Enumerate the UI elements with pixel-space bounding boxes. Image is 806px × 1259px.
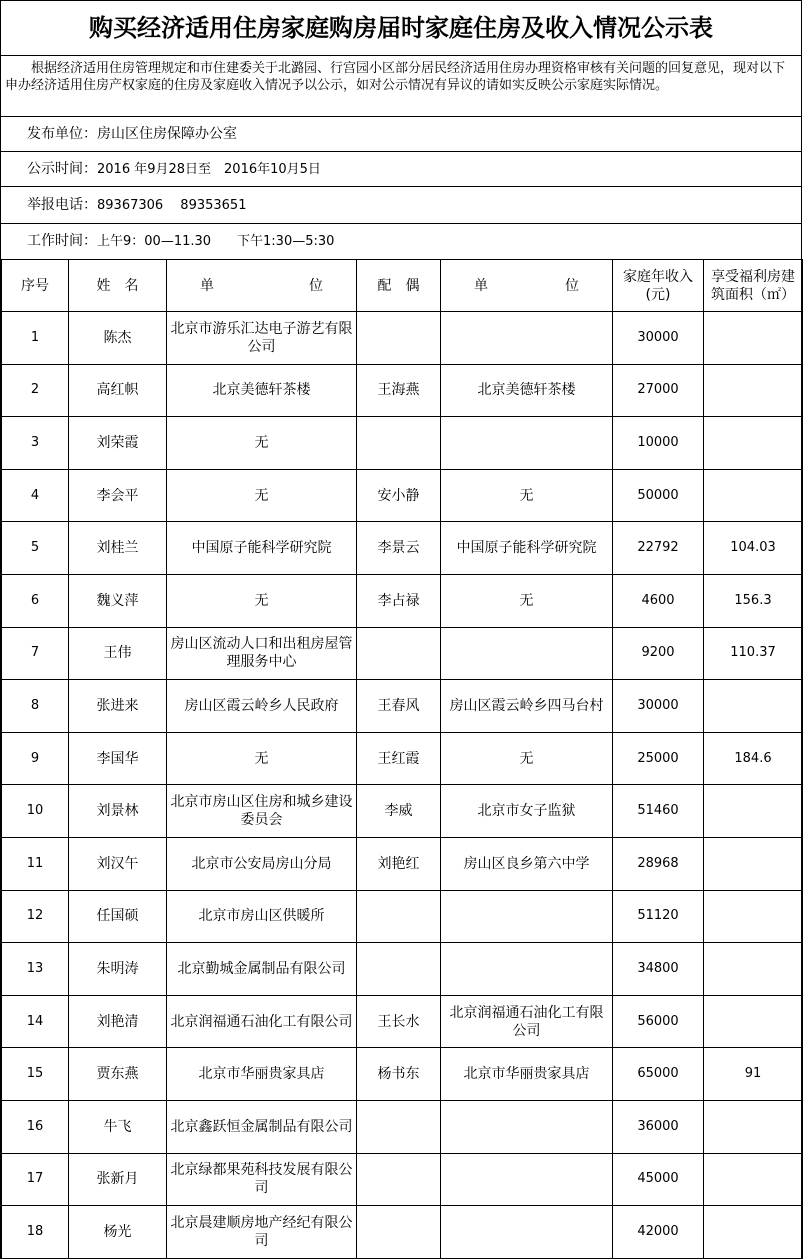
row-income: 51120: [613, 890, 704, 943]
row-area: [704, 312, 803, 365]
row-income: 9200: [613, 627, 704, 680]
row-unit: 房山区流动人口和出租房屋管理服务中心: [167, 627, 357, 680]
table-row: [2, 522, 803, 575]
row-name: 张进来: [69, 680, 167, 733]
row-unit: 无: [167, 417, 357, 470]
row-spouse-unit: [441, 890, 613, 943]
row-income: 10000: [613, 417, 704, 470]
row-name: 魏义萍: [69, 574, 167, 627]
row-index: 4: [2, 469, 69, 522]
col-header-spouse: 配 偶: [357, 260, 441, 312]
row-spouse: 李景云: [357, 522, 441, 575]
row-spouse-unit: 无: [441, 732, 613, 785]
row-unit: 北京鑫跃恒金属制品有限公司: [167, 1100, 357, 1153]
row-income: 50000: [613, 469, 704, 522]
row-index: 1: [2, 312, 69, 365]
row-index: 8: [2, 680, 69, 733]
row-spouse-unit: 房山区良乡第六中学: [441, 837, 613, 890]
table-row: [2, 312, 803, 365]
row-spouse: 王长水: [357, 995, 441, 1048]
table-row: [2, 1048, 803, 1101]
row-income: 56000: [613, 995, 704, 1048]
row-spouse-unit: 北京市女子监狱: [441, 785, 613, 838]
row-name: 刘荣霞: [69, 417, 167, 470]
hours-value: 上午9：00—11.30 下午1:30—5:30: [97, 234, 335, 249]
row-unit: 北京市游乐汇达电子游艺有限公司: [167, 312, 357, 365]
row-name: 王伟: [69, 627, 167, 680]
row-income: 45000: [613, 1153, 704, 1206]
table-row: [2, 680, 803, 733]
row-index: 10: [2, 785, 69, 838]
row-spouse-unit: 北京美德轩茶楼: [441, 364, 613, 417]
row-spouse: [357, 1153, 441, 1206]
table-row: [2, 943, 803, 996]
row-index: 7: [2, 627, 69, 680]
table-row: [2, 469, 803, 522]
row-name: 高红帜: [69, 364, 167, 417]
row-income: 65000: [613, 1048, 704, 1101]
table-row: [2, 627, 803, 680]
row-spouse: 刘艳红: [357, 837, 441, 890]
row-spouse-unit: [441, 627, 613, 680]
row-spouse-unit: 北京市华丽贵家具店: [441, 1048, 613, 1101]
row-name: 李会平: [69, 469, 167, 522]
row-name: 任国硕: [69, 890, 167, 943]
row-area: [704, 364, 803, 417]
phone-value: 89367306 89353651: [97, 198, 247, 213]
row-income: 34800: [613, 943, 704, 996]
row-index: 3: [2, 417, 69, 470]
row-area: 110.37: [704, 627, 803, 680]
row-income: 28968: [613, 837, 704, 890]
period-row: [1, 152, 801, 187]
table-row: [2, 1100, 803, 1153]
row-spouse-unit: [441, 1206, 613, 1259]
table-row: [2, 364, 803, 417]
row-area: [704, 943, 803, 996]
row-spouse-unit: [441, 1100, 613, 1153]
row-spouse: [357, 627, 441, 680]
row-spouse-unit: 无: [441, 469, 613, 522]
row-spouse: [357, 943, 441, 996]
row-spouse: 杨书东: [357, 1048, 441, 1101]
row-unit: 北京绿都果苑科技发展有限公司: [167, 1153, 357, 1206]
row-spouse: 王海燕: [357, 364, 441, 417]
row-index: 11: [2, 837, 69, 890]
row-index: 5: [2, 522, 69, 575]
row-index: 17: [2, 1153, 69, 1206]
row-unit: 中国原子能科学研究院: [167, 522, 357, 575]
row-spouse-unit: [441, 1153, 613, 1206]
col-header-unit-b: 位: [309, 277, 323, 294]
row-income: 22792: [613, 522, 704, 575]
row-income: 27000: [613, 364, 704, 417]
hours-row: [1, 224, 801, 259]
col-header-income: 家庭年收入(元): [613, 260, 704, 312]
publisher-row: [1, 117, 801, 152]
row-name: 刘汉午: [69, 837, 167, 890]
row-spouse-unit: 房山区霞云岭乡四马台村: [441, 680, 613, 733]
col-header-unit: [167, 260, 357, 312]
hours-label: 工作时间：: [27, 233, 97, 249]
col-header-spouse-unit: [441, 260, 613, 312]
row-name: 刘景林: [69, 785, 167, 838]
col-header-spouse-unit-a: 单: [474, 277, 488, 294]
row-unit: 无: [167, 732, 357, 785]
row-unit: 北京润福通石油化工有限公司: [167, 995, 357, 1048]
col-header-spouse-unit-b: 位: [565, 277, 579, 294]
row-area: [704, 469, 803, 522]
row-income: 42000: [613, 1206, 704, 1259]
table-row: [2, 785, 803, 838]
row-index: 15: [2, 1048, 69, 1101]
phone-row: [1, 187, 801, 224]
row-area: [704, 1206, 803, 1259]
row-area: 91: [704, 1048, 803, 1101]
row-name: 张新月: [69, 1153, 167, 1206]
row-spouse-unit: [441, 417, 613, 470]
col-header-unit-a: 单: [200, 277, 214, 294]
row-area: 184.6: [704, 732, 803, 785]
table-row: [2, 995, 803, 1048]
row-spouse: [357, 312, 441, 365]
phone-label: 举报电话：: [27, 197, 97, 213]
row-area: [704, 680, 803, 733]
row-unit: 北京晨建顺房地产经纪有限公司: [167, 1206, 357, 1259]
row-spouse-unit: 北京润福通石油化工有限公司: [441, 995, 613, 1048]
table-row: [2, 417, 803, 470]
row-spouse: 李占禄: [357, 574, 441, 627]
row-unit: 北京市华丽贵家具店: [167, 1048, 357, 1101]
row-spouse-unit: 无: [441, 574, 613, 627]
row-spouse: [357, 890, 441, 943]
row-index: 14: [2, 995, 69, 1048]
period-value: 2016 年9月28日至 2016年10月5日: [97, 162, 321, 177]
row-spouse: [357, 1206, 441, 1259]
row-area: [704, 890, 803, 943]
row-area: 156.3: [704, 574, 803, 627]
row-index: 2: [2, 364, 69, 417]
table-row: [2, 732, 803, 785]
publisher-label: 发布单位：: [27, 126, 97, 142]
row-spouse-unit: [441, 312, 613, 365]
row-income: 30000: [613, 680, 704, 733]
table-header-row: [2, 260, 803, 312]
row-name: 朱明涛: [69, 943, 167, 996]
row-unit: 北京市公安局房山分局: [167, 837, 357, 890]
row-income: 4600: [613, 574, 704, 627]
row-area: 104.03: [704, 522, 803, 575]
row-area: [704, 1100, 803, 1153]
row-income: 25000: [613, 732, 704, 785]
row-name: 李国华: [69, 732, 167, 785]
row-index: 12: [2, 890, 69, 943]
row-area: [704, 417, 803, 470]
row-index: 18: [2, 1206, 69, 1259]
row-area: [704, 837, 803, 890]
table-row: [2, 1206, 803, 1259]
row-name: 杨光: [69, 1206, 167, 1259]
row-name: 牛飞: [69, 1100, 167, 1153]
col-header-area: 享受福利房建筑面积（㎡）: [704, 260, 803, 312]
row-spouse: 李威: [357, 785, 441, 838]
row-unit: 无: [167, 469, 357, 522]
row-unit: 北京市房山区住房和城乡建设委员会: [167, 785, 357, 838]
row-unit: 无: [167, 574, 357, 627]
table-row: [2, 890, 803, 943]
row-spouse: [357, 1100, 441, 1153]
publisher-value: 房山区住房保障办公室: [97, 126, 237, 142]
table-row: [2, 837, 803, 890]
row-name: 刘桂兰: [69, 522, 167, 575]
household-table: [1, 259, 803, 1259]
row-index: 6: [2, 574, 69, 627]
table-row: [2, 1153, 803, 1206]
row-name: 陈杰: [69, 312, 167, 365]
row-unit: 房山区霞云岭乡人民政府: [167, 680, 357, 733]
row-spouse-unit: [441, 943, 613, 996]
row-income: 36000: [613, 1100, 704, 1153]
row-unit: 北京勤城金属制品有限公司: [167, 943, 357, 996]
row-index: 13: [2, 943, 69, 996]
row-spouse: 安小静: [357, 469, 441, 522]
col-header-index: 序号: [2, 260, 69, 312]
row-area: [704, 1153, 803, 1206]
row-spouse-unit: 中国原子能科学研究院: [441, 522, 613, 575]
row-area: [704, 995, 803, 1048]
row-income: 30000: [613, 312, 704, 365]
row-spouse: 王春风: [357, 680, 441, 733]
row-name: 贾东燕: [69, 1048, 167, 1101]
intro-paragraph: 根据经济适用住房管理规定和市住建委关于北潞园、行宫园小区部分居民经济适用住房办理资格审核有关问题的回复意见，现对以下申办经济适用住房产权家庭的住房及家庭收入情况予以公示，如对公示情况有异议的请如实反映公示家庭实际情况。: [1, 56, 801, 117]
row-index: 9: [2, 732, 69, 785]
row-index: 16: [2, 1100, 69, 1153]
period-label: 公示时间：: [27, 161, 97, 177]
table-row: [2, 574, 803, 627]
row-area: [704, 785, 803, 838]
row-spouse: 王红霞: [357, 732, 441, 785]
row-name: 刘艳清: [69, 995, 167, 1048]
page-title: 购买经济适用住房家庭购房届时家庭住房及收入情况公示表: [1, 0, 801, 56]
row-income: 51460: [613, 785, 704, 838]
col-header-name: 姓 名: [69, 260, 167, 312]
row-unit: 北京美德轩茶楼: [167, 364, 357, 417]
row-spouse: [357, 417, 441, 470]
row-unit: 北京市房山区供暖所: [167, 890, 357, 943]
